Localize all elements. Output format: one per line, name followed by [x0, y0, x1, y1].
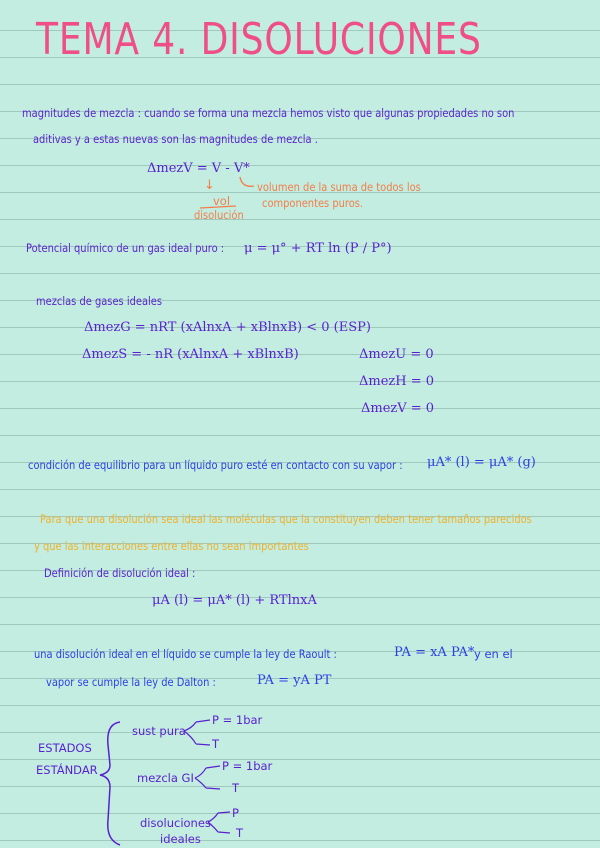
branch-arrow-1: [184, 720, 210, 745]
disolucion-label: disolución: [194, 208, 244, 222]
dalton-equation: PA = yA PT: [257, 673, 332, 688]
estado-mezcla-gi-p: P = 1bar: [222, 759, 273, 773]
estados-label-line2: ESTÁNDAR: [36, 763, 98, 777]
gases-heading: mezclas de gases ideales: [36, 294, 162, 308]
gases-dH-equation: ΔmezH = 0: [359, 374, 435, 389]
vol-label: vol: [213, 194, 231, 208]
estado-disoluciones-t: T: [236, 826, 244, 840]
mezcla-text-line2: aditivas y a estas nuevas son las magnitudes de mezcla .: [33, 132, 318, 146]
potencial-equation: μ = μ° + RT ln (P / P°): [244, 241, 392, 256]
mezcla-volume-equation: ΔmezV = V - V*: [147, 161, 250, 176]
estado-sust-pura: sust pura: [132, 724, 186, 738]
ideal-text-line2: y que las interacciones entre ellas no sean importantes: [34, 539, 309, 553]
estado-sust-pura-t: T: [212, 737, 220, 751]
estados-label-line1: ESTADOS: [38, 741, 92, 755]
branch-arrow-3: [208, 812, 230, 833]
gases-dU-equation: ΔmezU = 0: [359, 347, 434, 362]
raoult-line-end: y en el: [474, 647, 513, 661]
estado-mezcla-gi-t: T: [232, 781, 240, 795]
estados-brace: [100, 722, 120, 845]
definicion-label: Definición de disolución ideal :: [44, 566, 196, 580]
vol-arrow: ↓: [204, 178, 215, 193]
equilibrio-text: condición de equilibrio para un líquido puro esté en contacto con su vapor :: [28, 458, 403, 472]
raoult-text: una disolución ideal en el líquido se cumple la ley de Raoult :: [34, 647, 337, 661]
dalton-text: vapor se cumple la ley de Dalton :: [46, 675, 216, 689]
gases-dV-equation: ΔmezV = 0: [361, 401, 435, 416]
page-title: TEMA 4. DISOLUCIONES: [36, 14, 482, 65]
annotation-line2: componentes puros.: [262, 196, 364, 210]
estado-disoluciones-line2: ideales: [160, 832, 201, 846]
raoult-equation: PA = xA PA*: [394, 645, 475, 660]
annotation-line1: volumen de la suma de todos los: [257, 180, 421, 194]
branch-arrow-2: [195, 766, 220, 789]
estado-mezcla-gi: mezcla GI: [137, 771, 194, 785]
estado-sust-pura-p: P = 1bar: [212, 713, 263, 727]
ideal-text-line1: Para que una disolución sea ideal las moléculas que la constituyen deben tener tamaños parecidos: [40, 512, 532, 526]
equilibrio-equation: μA* (l) = μA* (g): [427, 455, 536, 470]
gases-dG-equation: ΔmezG = nRT (xAlnxA + xBlnxB) < 0 (ESP): [84, 320, 371, 335]
estado-disoluciones-p: P: [232, 806, 239, 820]
gases-dS-equation: ΔmezS = - nR (xAlnxA + xBlnxB): [82, 347, 299, 362]
potencial-label: Potencial químico de un gas ideal puro :: [26, 241, 225, 255]
annotation-arrow: [240, 177, 254, 186]
mezcla-text-line1: magnitudes de mezcla : cuando se forma una mezcla hemos visto que algunas propiedades no son: [22, 106, 515, 120]
definicion-equation: μA (l) = μA* (l) + RTlnxA: [152, 593, 317, 608]
estado-disoluciones-line1: disoluciones: [140, 816, 211, 830]
